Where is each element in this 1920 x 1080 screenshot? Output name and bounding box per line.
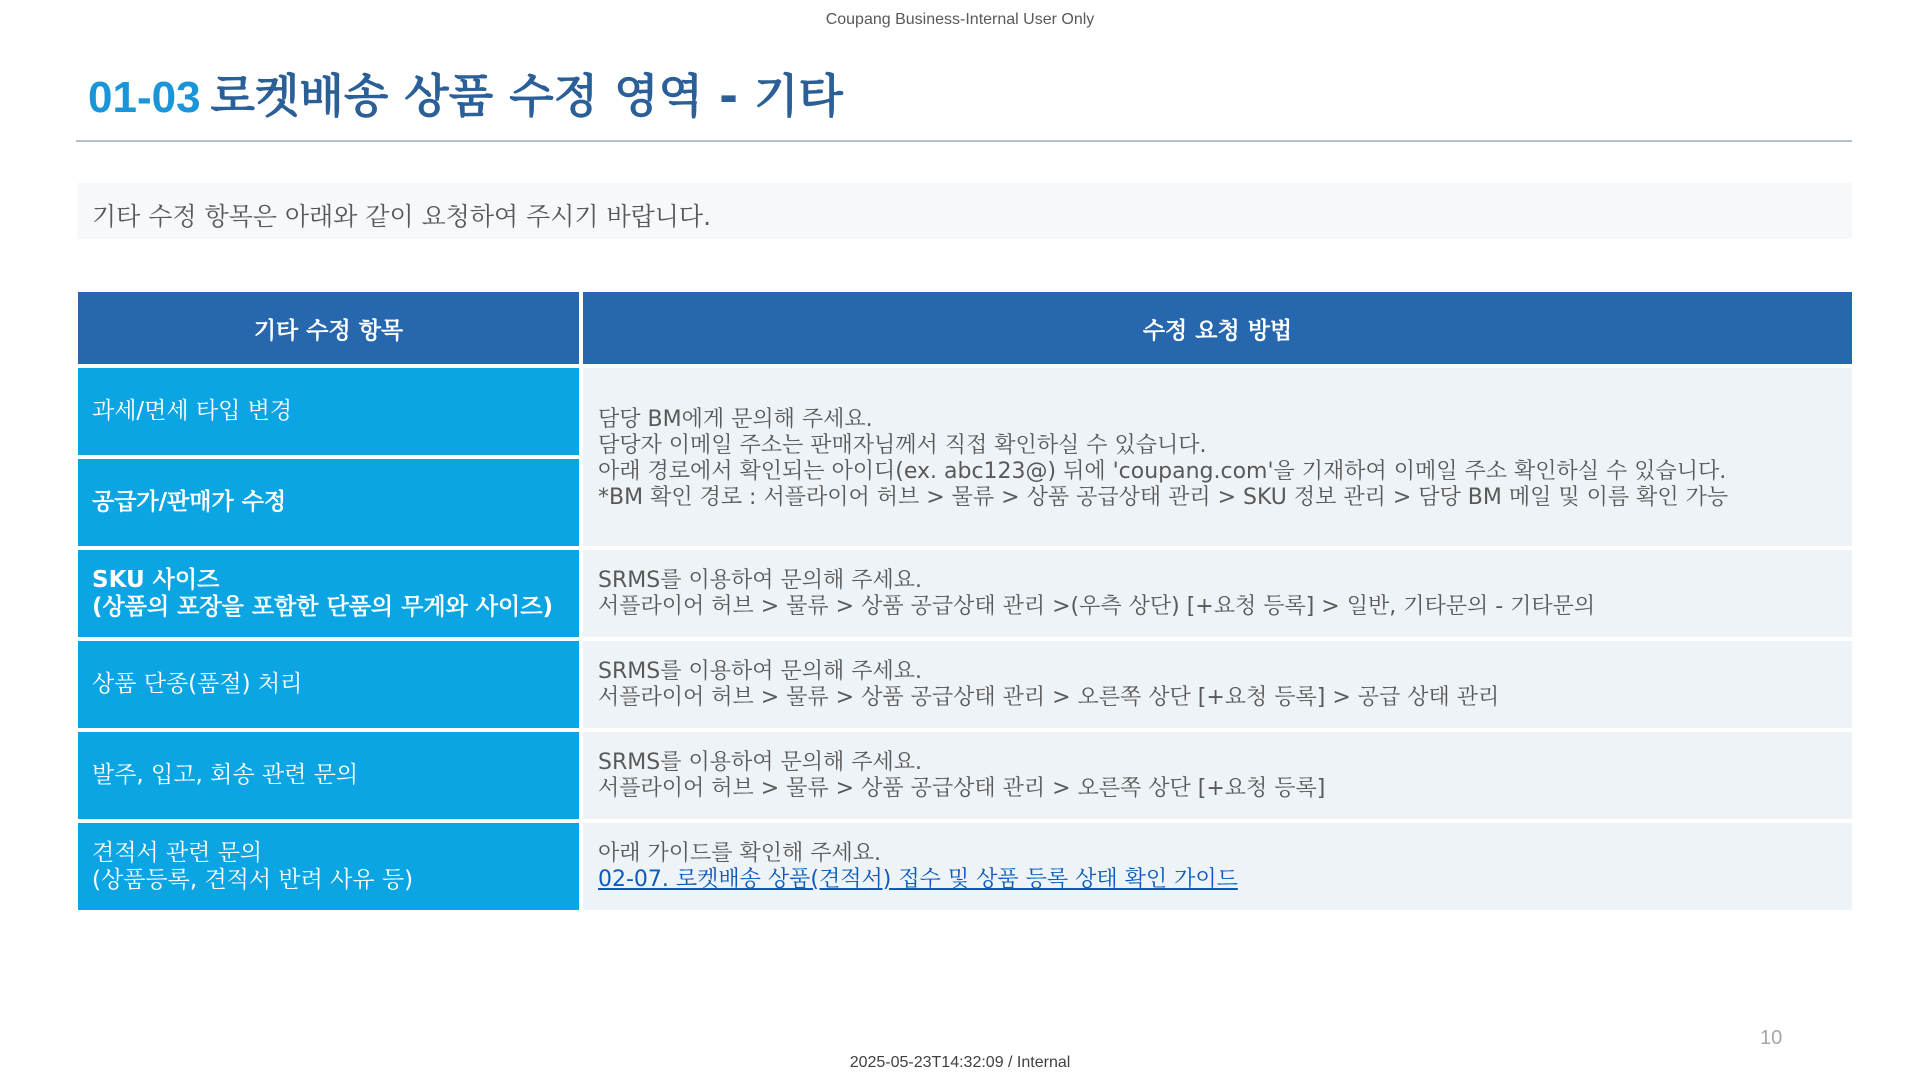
- section-title: 로켓배송 상품 수정 영역 - 기타: [210, 69, 843, 123]
- item-label: 견적서 관련 문의: [92, 839, 263, 866]
- method-line: SRMS를 이용하여 문의해 주세요.: [598, 567, 922, 593]
- title-divider: [76, 140, 1852, 142]
- method-line: 아래 경로에서 확인되는 아이디(ex. abc123@) 뒤에 'coupang.com'을 기재하여 이메일 주소 확인하실 수 있습니다.: [598, 459, 1727, 484]
- page-title: [88, 66, 843, 128]
- row-item-order-inbound: [78, 732, 579, 819]
- table-header: [78, 292, 1852, 364]
- item-label: 공급가/판매가 수정: [92, 489, 287, 515]
- method-cell-quotation: [583, 823, 1852, 910]
- row-item-quotation: [78, 823, 579, 910]
- intro-box: [77, 183, 1852, 239]
- page-number: 10: [1760, 1027, 1783, 1049]
- method-cell-order-inbound: [583, 732, 1852, 819]
- method-line: 서플라이어 허브 > 물류 > 상품 공급상태 관리 > 오른쪽 상단 [+요청 등록] > 공급 상태 관리: [598, 684, 1500, 710]
- intro-text: 기타 수정 항목은 아래와 같이 요청하여 주시기 바랍니다.: [92, 202, 712, 231]
- item-label: SKU 사이즈: [92, 566, 220, 593]
- method-cell-sku-size: [583, 550, 1852, 637]
- header-item-column: 기타 수정 항목: [78, 292, 579, 364]
- row-item-sku-size: [78, 550, 579, 637]
- item-sublabel: (상품등록, 견적서 반려 사유 등): [92, 866, 414, 893]
- method-line: SRMS를 이용하여 문의해 주세요.: [598, 658, 922, 684]
- method-line: SRMS를 이용하여 문의해 주세요.: [598, 749, 922, 775]
- method-cell-contact-bm: [583, 368, 1852, 546]
- header-method-column: 수정 요청 방법: [583, 292, 1852, 364]
- section-number: 01-03: [88, 73, 201, 122]
- method-line: 담당자 이메일 주소는 판매자님께서 직접 확인하실 수 있습니다.: [598, 433, 1207, 458]
- method-line: *BM 확인 경로 : 서플라이어 허브 > 물류 > 상품 공급상태 관리 > SKU 정보 관리 > 담당 BM 메일 및 이름 확인 가능: [598, 485, 1729, 510]
- item-label: 과세/면세 타입 변경: [92, 398, 293, 424]
- method-line: 담당 BM에게 문의해 주세요.: [598, 407, 873, 432]
- footer-timestamp: 2025-05-23T14:32:09 / Internal: [849, 1054, 1071, 1071]
- method-line: 아래 가이드를 확인해 주세요.: [598, 840, 881, 866]
- row-item-price: [78, 459, 579, 546]
- item-sublabel: (상품의 포장을 포함한 단품의 무게와 사이즈): [92, 593, 553, 620]
- method-cell-discontinue: [583, 641, 1852, 728]
- method-line: 서플라이어 허브 > 물류 > 상품 공급상태 관리 > 오른쪽 상단 [+요청 등록]: [598, 775, 1326, 801]
- confidentiality-note: Coupang Business-Internal User Only: [825, 11, 1095, 28]
- item-label: 발주, 입고, 회송 관련 문의: [92, 762, 359, 788]
- row-item-discontinue: [78, 641, 579, 728]
- guide-link[interactable]: 02-07. 로켓배송 상품(견적서) 접수 및 상품 등록 상태 확인 가이드: [598, 866, 1238, 892]
- row-item-tax-type: [78, 368, 579, 455]
- item-label: 상품 단종(품절) 처리: [92, 671, 303, 697]
- method-line: 서플라이어 허브 > 물류 > 상품 공급상태 관리 >(우측 상단) [+요청 등록] > 일반, 기타문의 - 기타문의: [598, 593, 1596, 619]
